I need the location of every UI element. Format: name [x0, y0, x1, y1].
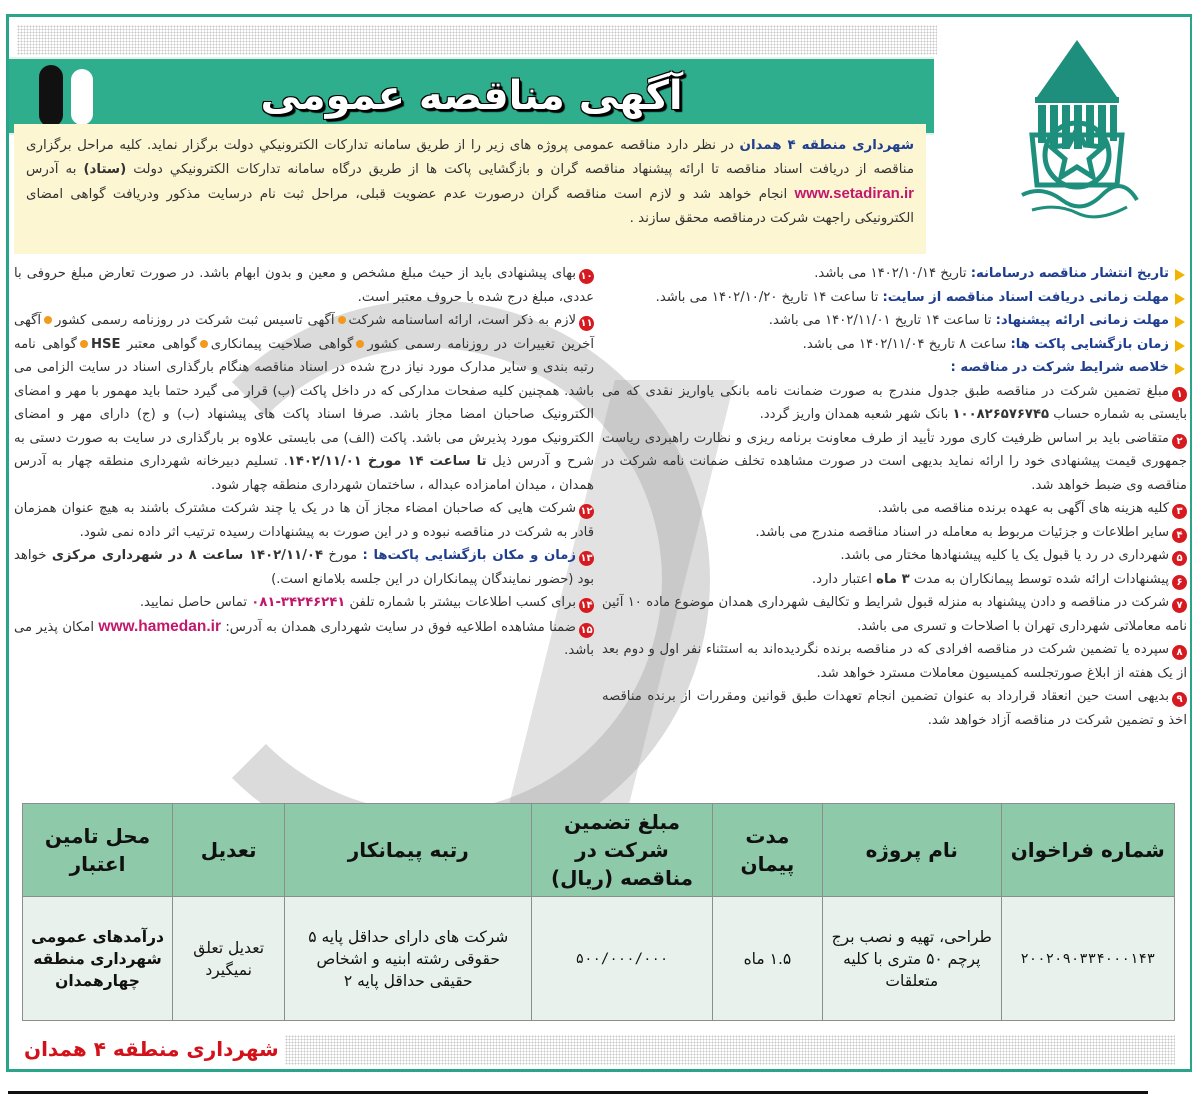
- opening-time: ساعت ۸ در: [162, 548, 249, 563]
- condition-item: [602, 638, 1187, 685]
- schedule-value: ساعت ۸ تاریخ ۱۴۰۲/۱۱/۰۴ می باشد.: [802, 336, 1011, 352]
- condition-text: . تسلیم دبیرخانه شهرداری منطقه چهار به آدرس همدان ، میدان امامزاده عبداله ، ساختمان شهرداری منطقه چهار شود.: [14, 454, 594, 493]
- condition-text: برای کسب اطلاعات بیشتر با شماره تلفن: [345, 595, 576, 610]
- number-badge-icon: ۴: [1172, 528, 1187, 543]
- intro-text: انجام خواهد شد و لازم است مناقصه گران درصورت عدم عضویت قبلی، مراحل ثبت نام درسایت مذکور ودریافت گواهی امضای الکترونیکی راجهت شرکت درمناقصه محقق سازند .: [26, 187, 914, 226]
- contractor-grade-cell: شرکت های دارای حداقل پایه ۵ حقوقی رشته ابنیه و اشخاص حقیقی حداقل پایه ۲: [285, 897, 532, 1021]
- municipality-logo-icon: [977, 30, 1177, 230]
- schedule-item: [602, 286, 1187, 310]
- condition-item: [602, 568, 1187, 592]
- account-number: ۱۰۰۸۲۶۵۷۶۷۴۵: [952, 407, 1050, 422]
- col-duration: مدت پیمان: [712, 804, 822, 897]
- col-funding-source: محل تامین اعتبار: [23, 804, 173, 897]
- condition-text: اعتبار دارد.: [811, 571, 877, 587]
- phone-number[interactable]: ۳۴۲۴۶۲۴۱-۰۸۱: [251, 595, 346, 610]
- schedule-value: تا ساعت ۱۴ تاریخ ۱۴۰۲/۱۱/۰۱ می باشد.: [768, 313, 996, 328]
- schedule-label: زمان بازگشایی پاکت ها:: [1010, 336, 1169, 352]
- validity-period: ۳ ماه: [876, 571, 910, 587]
- bullet-dot-icon: [200, 340, 208, 348]
- adjustment-cell: تعدیل تعلق نمیگیرد: [173, 897, 285, 1021]
- condition-text: بانک شهر شعبه همدان واریز گردد.: [759, 407, 953, 422]
- condition-item: [602, 591, 1187, 638]
- schedule-value: تا ساعت ۱۴ تاریخ ۱۴۰۲/۱۰/۲۰ می باشد.: [655, 289, 883, 305]
- condition-text: بهای پیشنهادی باید از حیث مبلغ مشخص و معین و بدون ابهام باشد. در صورت تعارض مبلغ حروفی با عددی، مبلغ درج شده با حروف معتبر است.: [14, 266, 594, 305]
- schedule-item: [602, 309, 1187, 333]
- top-dotted-bar: [17, 25, 937, 55]
- intro-paragraph: [14, 124, 926, 254]
- left-column: [14, 262, 594, 663]
- number-badge-icon: ۱۰: [580, 271, 593, 282]
- condition-item: [602, 521, 1187, 545]
- condition-text: گواهی نامه رتبه بندی و سایر مدارک مورد نیاز درج شده در اسناد مناقصه هنگام بارگذاری اسناد در سایت الزامی می باشد. همچنین کلیه صفحات مدارکی که در داخل پاکت (ب) قرار می گیرد حتما باید مهمور با مهر و امضای الکترونیک صاحبان امضا مجاز باشد. صرفا اسناد پاکت های پیشنهاد (ب) و (ج) دارای مهر و امضای الکترونیک مورد پذیرش می باشد. پاکت (الف) می بایستی علاوه بر بارگذاری در سایت به صورت دستی به شرح و آدرس ذیل: [14, 336, 594, 469]
- condition-item: [14, 262, 594, 309]
- condition-item: [14, 497, 594, 544]
- tender-table: [22, 803, 1175, 1021]
- duration-cell: ۱.۵ ماه: [712, 897, 822, 1021]
- intro-text: در نظر دارد مناقصه عمومی پروژه های زیر را از طریق سامانه تداركات الكترونيكي دولت برگزار نماید. کلیه مراحل برگزاری مناقصه از دریافت اسناد مناقصه تا ارائه پیشنهاد مناقصه گران و بازگشایی پاکت ها از طریق درگاه سامانه تداركات الكترونيكي دولت: [26, 138, 914, 177]
- col-guarantee-amount: مبلغ تضمین شرکت در مناقصه (ریال): [532, 804, 713, 897]
- condition-text: شهرداری در رد یا قبول یک یا کلیه پیشنهادها مختار می باشد.: [840, 548, 1169, 563]
- condition-item: [14, 544, 594, 591]
- number-badge-icon: ۶: [1172, 575, 1187, 590]
- white-pill-decoration: [71, 69, 93, 125]
- call-number-cell: ۲۰۰۲۰۹۰۳۳۴۰۰۰۱۴۳: [1001, 897, 1174, 1021]
- condition-item: [14, 591, 594, 615]
- number-badge-icon: ۱۴: [580, 600, 593, 611]
- table-row: [23, 897, 1175, 1021]
- hse-label: HSE: [90, 336, 121, 352]
- col-contractor-grade: رتبه پیمانکار: [285, 804, 532, 897]
- number-badge-icon: ۳: [1172, 504, 1187, 519]
- condition-item: [602, 685, 1187, 732]
- org-name: شهرداری منطقه ۴ همدان: [739, 138, 914, 153]
- condition-text: آگهی تاسیس ثبت شرکت در روزنامه رسمی کشور: [55, 313, 335, 328]
- col-adjustment: تعدیل: [173, 804, 285, 897]
- condition-text: گواهی معتبر: [120, 336, 197, 352]
- guarantee-amount-cell: ۵۰۰/۰۰۰/۰۰۰: [532, 897, 713, 1021]
- bullet-dot-icon: [356, 340, 364, 348]
- condition-item: [602, 497, 1187, 521]
- condition-text: سایر اطلاعات و جزئیات مربوط به معامله در اسناد مناقصه مندرج می باشد.: [755, 524, 1169, 540]
- page-title: آگهی مناقصه عمومی: [260, 73, 683, 119]
- opening-date: ۱۴۰۲/۱۱/۰۴: [248, 548, 324, 563]
- right-column: [602, 262, 1187, 732]
- condition-text: لازم به ذکر است، ارائه اساسنامه شرکت: [348, 313, 576, 328]
- footer-signature: شهرداری منطقه ۴ همدان: [24, 1037, 279, 1061]
- condition-text: گواهی صلاحیت پیمانکاری: [210, 336, 354, 352]
- table-header-row: [23, 804, 1175, 897]
- number-badge-icon: ۱۱: [580, 318, 593, 329]
- condition-text: پیشنهادات ارائه شده توسط پیمانکاران به مدت: [909, 571, 1169, 587]
- schedule-label: تاریخ انتشار مناقصه درسامانه:: [970, 266, 1169, 281]
- bottom-rule: [8, 1091, 1148, 1094]
- hamedan-url-link[interactable]: www.hamedan.ir: [98, 617, 221, 635]
- number-badge-icon: ۵: [1172, 551, 1187, 566]
- number-badge-icon: ۲: [1172, 434, 1187, 449]
- number-badge-icon: ۷: [1172, 598, 1187, 613]
- number-badge-icon: ۱: [1172, 387, 1187, 402]
- condition-item: [602, 380, 1187, 427]
- col-call-number: شماره فراخوان: [1001, 804, 1174, 897]
- condition-text: کلیه هزینه های آگهی به عهده برنده مناقصه می باشد.: [877, 501, 1169, 516]
- condition-item: [602, 544, 1187, 568]
- number-badge-icon: ۱۲: [580, 506, 593, 517]
- condition-text: بدیهی است حین انعقاد قرارداد به عنوان تضمین انجام تعهدات طبق قوانین ومقررات از برنده مناقصه اخذ و تضمین شرکت در مناقصه آزاد خواهد شد.: [602, 689, 1187, 728]
- bullet-dot-icon: [80, 340, 88, 348]
- intro-text: به آدرس: [26, 162, 84, 177]
- schedule-label: خلاصه شرایط شرکت در مناقصه :: [950, 360, 1169, 375]
- col-project-name: نام پروژه: [822, 804, 1001, 897]
- number-badge-icon: ۱۳: [580, 553, 593, 564]
- setad-url-link[interactable]: www.setadiran.ir: [794, 185, 914, 202]
- opening-place: شهرداری مرکزی: [51, 548, 163, 563]
- number-badge-icon: ۸: [1172, 645, 1187, 660]
- footer-dotted-bar: [285, 1035, 1175, 1065]
- condition-text: تماس حاصل نمایید.: [139, 595, 252, 610]
- schedule-value: تاریخ ۱۴۰۲/۱۰/۱۴ می باشد.: [814, 266, 971, 281]
- schedule-item: [602, 356, 1187, 380]
- schedule-label: مهلت زمانی ارائه پیشنهاد:: [995, 313, 1169, 328]
- condition-text: مورخ: [323, 548, 363, 563]
- schedule-label: مهلت زمانی دریافت اسناد مناقصه از سایت:: [882, 289, 1169, 305]
- condition-text: سپرده یا تضمین شرکت در مناقصه افرادی که در مناقصه برنده نگردیده‌اند به استثناء نفر اول و دوم بعد از یک هفته از ابلاغ صورتجلسه کمیسیون معاملات مسترد خواهد شد.: [602, 642, 1187, 681]
- bullet-dot-icon: [338, 316, 346, 324]
- condition-text: آگهی آخرین تغییرات در روزنامه رسمی کشور: [14, 313, 595, 352]
- bullet-dot-icon: [44, 316, 52, 324]
- condition-text: شرکت هایی که صاحبان امضاء مجاز آن ها در یک یا چند شرکت مشترک باشند به هیچ عنوان همزمان قادر به شرکت در مناقصه نبوده و در این صورت به پیشنهادات رسیده ترتیب اثر داده نمی شود.: [14, 501, 594, 540]
- setad-label: (ستاد): [83, 162, 127, 177]
- number-badge-icon: ۱۵: [580, 624, 593, 636]
- condition-item: [14, 615, 594, 663]
- opening-label: زمان و مکان بازگشایی پاکت‌ها :: [362, 548, 577, 563]
- condition-text: شرکت در مناقصه و دادن پیشنهاد به منزله قبول شرایط و تکالیف شهرداری همدان موضوع ماده ۱۰ آئین نامه معاملاتی شهرداری تهران با اصلاحات و تسری می باشد.: [602, 595, 1187, 634]
- deadline-text: تا ساعت ۱۴ مورخ ۱۴۰۲/۱۱/۰۱: [287, 454, 487, 469]
- condition-text: ضمنا مشاهده اطلاعیه فوق در سایت شهرداری همدان به آدرس:: [221, 619, 576, 635]
- condition-item: [602, 427, 1187, 498]
- schedule-item: [602, 333, 1187, 357]
- condition-text: خواهد بود (حضور نمایندگان پیمانکاران در این جلسه بلامانع است.): [14, 548, 594, 587]
- condition-item: [14, 309, 594, 497]
- schedule-item: [602, 262, 1187, 286]
- project-name-cell: طراحی، تهیه و نصب برج پرچم ۵۰ متری با کلیه متعلقات: [822, 897, 1001, 1021]
- condition-text: امکان پذیر می باشد.: [14, 619, 594, 658]
- number-badge-icon: ۹: [1172, 692, 1187, 707]
- condition-text: مبلغ تضمین شرکت در مناقصه طبق جدول مندرج به صورت ضمانت نامه بانکی یاواریز نقدی که می بایستی به شماره حساب: [602, 383, 1187, 422]
- black-pill-decoration: [39, 65, 63, 127]
- condition-text: متقاضی باید بر اساس ظرفیت کاری مورد تأیید از طرف معاونت برنامه ریزی و نظارت راهبردی ریاست جمهوری قیمت پیشنهادی خود را ارائه نماید بدیهی است در صورت مشاهده تخلف ضمانت نامه شرکت در مناقصه وی ضبط خواهد شد.: [602, 430, 1187, 493]
- funding-source-cell: درآمدهای عمومی شهرداری منطقه چهارهمدان: [23, 897, 173, 1021]
